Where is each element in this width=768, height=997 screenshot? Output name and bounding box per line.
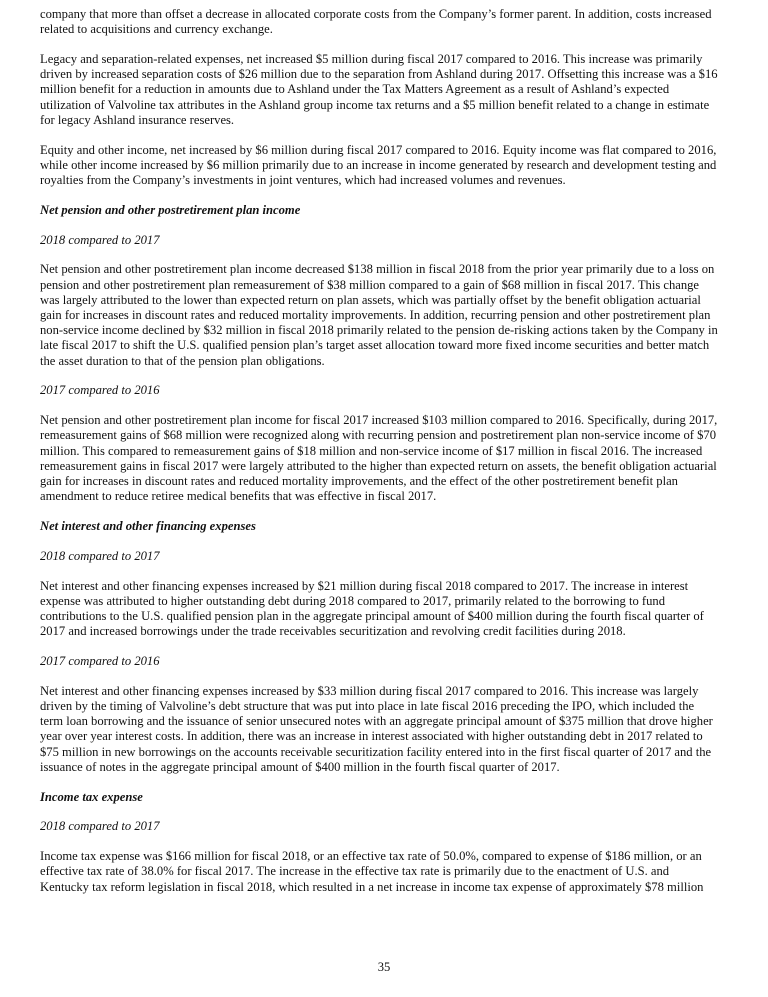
- paragraph: [40, 262, 740, 368]
- text-line: Equity and other income, net increased by $6 million during fiscal 2017 compared to 2016. Equity income was flat compared to 2016,: [40, 142, 717, 157]
- text-line: remeasurement gains in fiscal 2017 were largely attributed to the higher than expected return on assets, the benefit obligation actuarial: [40, 458, 717, 473]
- text-line: 2017 compared to 2016: [40, 654, 160, 669]
- text-line: $75 million in new borrowings on the accounts receivable securitization facility entered into in the first fiscal quarter of 2017 and the: [40, 744, 712, 759]
- text-line: million. This compared to remeasurement gains of $18 million and non-service income of $17 million in fiscal 2016. The increased: [40, 443, 703, 458]
- text-line: million benefit for a reduction in amounts due to Ashland under the Tax Matters Agreement as a result of Ashland’s expected: [40, 82, 670, 97]
- subsection-heading: [40, 819, 740, 834]
- text-line: the asset duration to that of the pension plan obligations.: [40, 353, 325, 368]
- document-body: [40, 7, 740, 909]
- text-line: Net pension and other postretirement plan income decreased $138 million in fiscal 2018 from the prior year primarily due to a loss on: [40, 262, 715, 277]
- text-line: expense was attributed to higher outstanding debt during 2018 compared to 2017, primarily related to the borrowing to fund: [40, 593, 665, 608]
- text-line: non-service income declined by $32 million in fiscal 2018 primarily related to the pension de-risking actions taken by the Company in: [40, 323, 718, 338]
- text-line: effective tax rate of 38.0% for fiscal 2017. The increase in the effective tax rate is primarily due to the enactment of U.S. and: [40, 864, 670, 879]
- text-line: late fiscal 2017 to shift the U.S. qualified pension plan’s target asset allocation toward more fixed income securities and better match: [40, 338, 710, 353]
- paragraph: [40, 52, 740, 128]
- paragraph: [40, 579, 740, 640]
- text-line: 2018 compared to 2017: [40, 548, 160, 563]
- section-heading: [40, 203, 740, 218]
- paragraph: [40, 849, 740, 895]
- subsection-heading: [40, 549, 740, 564]
- subsection-heading: [40, 383, 740, 398]
- text-line: amendment to reduce retiree medical benefits that was effective in fiscal 2017.: [40, 489, 437, 504]
- text-line: Net pension and other postretirement plan income for fiscal 2017 increased $103 million compared to 2016. Specifically, during 2017,: [40, 413, 718, 428]
- text-line: 2017 and increased borrowings under the trade receivables securitization and revolving credit facilities during 2018.: [40, 624, 626, 639]
- text-line: while other income increased by $6 million primarily due to an increase in income generated by research and development testing and: [40, 157, 717, 172]
- paragraph: [40, 413, 740, 504]
- text-line: pension and other postretirement plan remeasurement of $38 million compared to a gain of $68 million in fiscal 2017. This change: [40, 277, 700, 292]
- text-line: Net interest and other financing expenses: [40, 519, 256, 534]
- paragraph: [40, 7, 740, 37]
- subsection-heading: [40, 233, 740, 248]
- text-line: driven by the timing of Valvoline’s debt structure that was put into place in late fiscal 2016 preceding the IPO, which included the: [40, 699, 695, 714]
- paragraph: [40, 143, 740, 189]
- text-line: was largely attributed to the lower than expected return on plan assets, which was partially offset by the benefit obligation actuarial: [40, 292, 701, 307]
- text-line: Kentucky tax reform legislation in fiscal 2018, which resulted in a net increase in income tax expense of approximately $78 million: [40, 879, 704, 894]
- page-number: 35: [377, 960, 391, 974]
- text-line: gain for increases in discount rates and reduced mortality improvements. In addition, recurring pension and other postretirement plan: [40, 308, 711, 323]
- text-line: term loan borrowing and the issuance of senior unsecured notes with an aggregate principal amount of $375 million that drove higher: [40, 714, 713, 729]
- text-line: gain for increases in discount rates and reduced mortality improvements, and the effect of the other postretirement benefit plan: [40, 474, 678, 489]
- text-line: for legacy Ashland insurance reserves.: [40, 112, 235, 127]
- text-line: Net pension and other postretirement plan income: [40, 202, 301, 217]
- text-line: Net interest and other financing expenses increased by $21 million during fiscal 2018 compared to 2017. The increase in interest: [40, 578, 689, 593]
- text-line: 2018 compared to 2017: [40, 819, 160, 834]
- text-line: company that more than offset a decrease in allocated corporate costs from the Company’s former parent. In addition, costs increased: [40, 7, 712, 21]
- text-line: contributions to the U.S. qualified pension plan in the aggregate principal amount of $400 million during the fourth fiscal quarter of: [40, 609, 704, 624]
- text-line: related to acquisitions and currency exchange.: [40, 22, 273, 37]
- section-heading: [40, 519, 740, 534]
- subsection-heading: [40, 654, 740, 669]
- text-line: 2018 compared to 2017: [40, 232, 160, 247]
- text-line: utilization of Valvoline tax attributes in the Ashland group income tax returns and a $5 million benefit related to a change in estimate: [40, 97, 710, 112]
- text-line: Income tax expense was $166 million for fiscal 2018, or an effective tax rate of 50.0%, compared to expense of $186 million, or an: [40, 849, 702, 864]
- text-line: 2017 compared to 2016: [40, 383, 160, 398]
- text-line: year over year interest costs. In addition, there was an increase in interest associated with higher outstanding debt in 2017 related to: [40, 729, 703, 744]
- text-line: driven by increased separation costs of $26 million due to the separation from Ashland during 2017. Offsetting this increase was a $16: [40, 67, 718, 82]
- paragraph: [40, 684, 740, 775]
- text-line: Income tax expense: [40, 789, 143, 804]
- text-line: remeasurement gains of $68 million were recognized along with recurring pension and postretirement plan non-service income of $70: [40, 428, 716, 443]
- section-heading: [40, 790, 740, 805]
- text-line: Legacy and separation-related expenses, net increased $5 million during fiscal 2017 compared to 2016. This increase was primarily: [40, 52, 703, 66]
- text-line: Net interest and other financing expenses increased by $33 million during fiscal 2017 compared to 2016. This increase was largely: [40, 683, 699, 698]
- text-line: issuance of notes in the aggregate principal amount of $400 million in the fourth fiscal quarter of 2017.: [40, 759, 560, 774]
- text-line: royalties from the Company’s investments in joint ventures, which had increased volumes and revenues.: [40, 173, 566, 188]
